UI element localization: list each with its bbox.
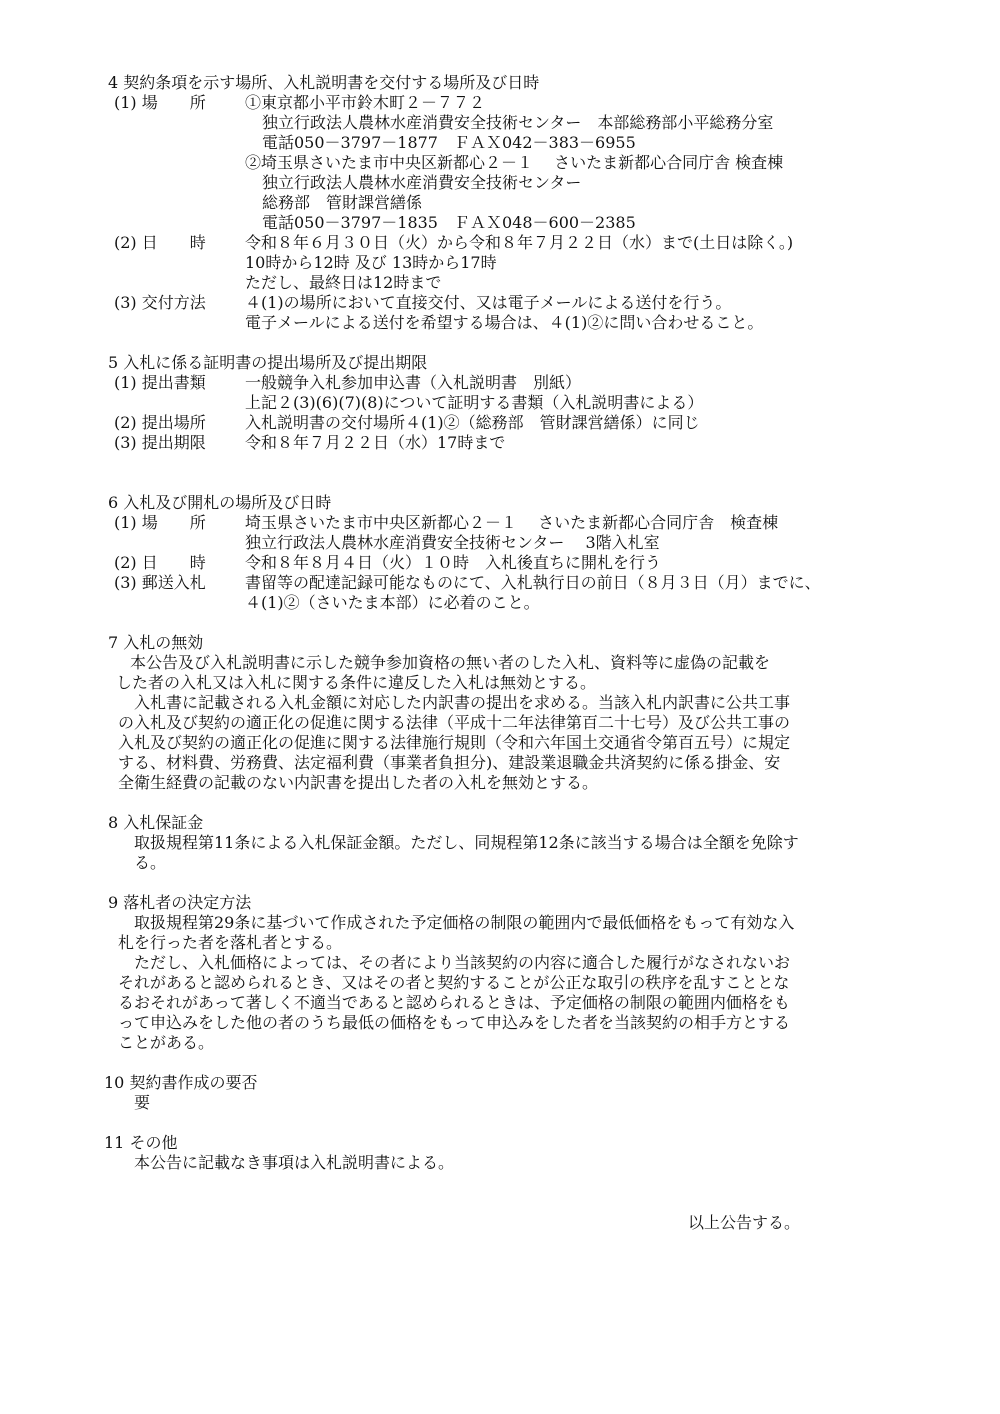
s4-method-line2: 電子メールによる送付を希望する場合は、４(1)②に問い合わせること。 <box>245 313 764 332</box>
s6-date-value: 令和８年８月４日（火）１０時 入札後直ちに開札を行う <box>245 553 662 572</box>
s8-line2: る。 <box>134 853 167 872</box>
closing-statement: 以上公告する。 <box>688 1213 801 1232</box>
section-7-heading: 7 入札の無効 <box>108 633 204 652</box>
s5-place-label: (2) 提出場所 <box>114 413 206 432</box>
s5-deadline-value: 令和８年７月２２日（水）17時まで <box>245 433 506 452</box>
section-4-heading: 4 契約条項を示す場所、入札説明書を交付する場所及び日時 <box>108 73 540 92</box>
s4-date-label: (2) 日 時 <box>114 233 206 252</box>
section-5-heading: 5 入札に係る証明書の提出場所及び提出期限 <box>108 353 428 372</box>
s9-p1-line1: 取扱規程第29条に基づいて作成された予定価格の制限の範囲内で最低価格をもって有効な入 <box>134 913 795 932</box>
s9-p2-line4: って申込みをした他の者のうち最低の価格をもって申込みをした者を当該契約の相手方とする <box>118 1013 791 1032</box>
section-11-heading: 11 その他 <box>104 1133 178 1152</box>
s5-place-value: 入札説明書の交付場所４(1)②（総務部 管財課営繕係）に同じ <box>245 413 700 432</box>
s7-p2-line5: 全衛生経費の記載のない内訳書を提出した者の入札を無効とする。 <box>118 773 599 792</box>
s9-p2-line2: それがあると認められるとき、又はその者と契約することが公正な取引の秩序を乱すこととな <box>118 973 790 992</box>
section-9-heading: 9 落札者の決定方法 <box>108 893 252 912</box>
s7-p2-line2: の入札及び契約の適正化の促進に関する法律（平成十二年法律第百二十七号）及び公共工事の <box>118 713 791 732</box>
s5-docs-label: (1) 提出書類 <box>114 373 206 392</box>
s6-mail-line1: 書留等の配達記録可能なものにて、入札執行日の前日（８月３日（月）までに、 <box>245 573 821 592</box>
s7-p2-line4: する、材料費、労務費、法定福利費（事業者負担分)、建設業退職金共済契約に係る掛金、安 <box>118 753 781 772</box>
section-8-heading: 8 入札保証金 <box>108 813 204 832</box>
s5-docs-line2: 上記２(3)(6)(7)(8)について証明する書類（入札説明書による） <box>245 393 704 412</box>
s6-date-label: (2) 日 時 <box>114 553 206 572</box>
s5-deadline-label: (3) 提出期限 <box>114 433 206 452</box>
s4-place2-line3: 総務部 管財課営繕係 <box>262 193 423 212</box>
s4-place2-line4: 電話050－3797－1835 ＦＡＸ048－600－2385 <box>262 213 636 232</box>
s9-p2-line1: ただし、入札価格によっては、その者により当該契約の内容に適合した履行がなされないお <box>134 953 791 972</box>
s5-docs-line1: 一般競争入札参加申込書（入札説明書 別紙） <box>245 373 582 392</box>
s4-place1-line3: 電話050－3797－1877 ＦＡＸ042－383－6955 <box>262 133 636 152</box>
s4-method-label: (3) 交付方法 <box>114 293 206 312</box>
s7-p2-line1: 入札書に記載される入札金額に対応した内訳書の提出を求める。当該入札内訳書に公共工事 <box>134 693 791 712</box>
s4-place1-line2: 独立行政法人農林水産消費安全技術センター 本部総務部小平総務分室 <box>262 113 774 132</box>
s4-method-line1: ４(1)の場所において直接交付、又は電子メールによる送付を行う。 <box>245 293 732 312</box>
s9-p2-line5: ことがある。 <box>118 1033 215 1052</box>
s6-mail-line2: ４(1)②（さいたま本部）に必着のこと。 <box>245 593 540 612</box>
s7-p1-line1: 本公告及び入札説明書に示した競争参加資格の無い者のした入札、資料等に虚偽の記載を <box>130 653 771 672</box>
s4-place1-line1: ①東京都小平市鈴木町２－７７２ <box>245 93 486 112</box>
s8-line1: 取扱規程第11条による入札保証金額。ただし、同規程第12条に該当する場合は全額を免除す <box>134 833 799 852</box>
s4-place2-line1: ②埼玉県さいたま市中央区新都心２－１ さいたま新都心合同庁舎 検査棟 <box>245 153 784 172</box>
s6-place-line1: 埼玉県さいたま市中央区新都心２－１ さいたま新都心合同庁舎 検査棟 <box>245 513 779 532</box>
section-6-heading: 6 入札及び開札の場所及び日時 <box>108 493 332 512</box>
s4-date-line2: 10時から12時 及び 13時から17時 <box>245 253 497 272</box>
s10-value: 要 <box>134 1093 151 1112</box>
s6-place-label: (1) 場 所 <box>114 513 206 532</box>
s11-value: 本公告に記載なき事項は入札説明書による。 <box>134 1153 455 1172</box>
s4-date-line1: 令和８年６月３０日（火）から令和８年７月２２日（水）まで(土日は除く。) <box>245 233 794 252</box>
section-10-heading: 10 契約書作成の要否 <box>104 1073 258 1092</box>
s4-place-label: (1) 場 所 <box>114 93 206 112</box>
s9-p1-line2: 札を行った者を落札者とする。 <box>118 933 343 952</box>
s4-date-line3: ただし、最終日は12時まで <box>245 273 442 292</box>
s6-place-line2: 独立行政法人農林水産消費安全技術センター 3階入札室 <box>245 533 660 552</box>
s7-p1-line2: した者の入札又は入札に関する条件に違反した入札は無効とする。 <box>116 673 597 692</box>
s4-place2-line2: 独立行政法人農林水産消費安全技術センター <box>262 173 582 192</box>
s7-p2-line3: 入札及び契約の適正化の促進に関する法律施行規則（令和六年国土交通省令第百五号）に規定 <box>118 733 791 752</box>
s9-p2-line3: るおそれがあって著しく不適当であると認められるときは、予定価格の制限の範囲内価格をも <box>118 993 790 1012</box>
s6-mail-label: (3) 郵送入札 <box>114 573 206 592</box>
